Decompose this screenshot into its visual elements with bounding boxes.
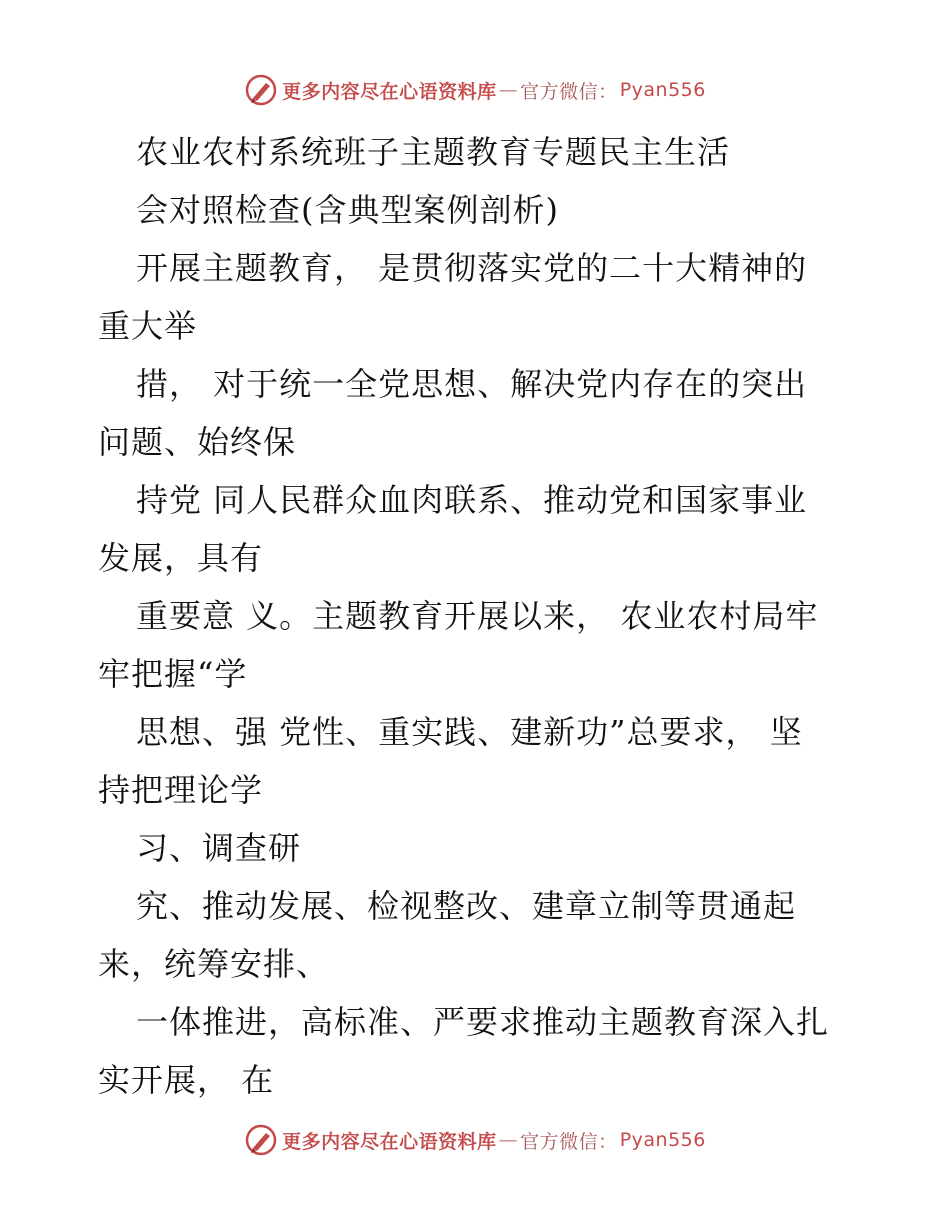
watermark-wechat-id: Pyan556 bbox=[619, 79, 706, 101]
text-line: 持把理论学 bbox=[98, 771, 264, 809]
text-line: 思想、强 党性、重实践、建新功”总要求， 坚 bbox=[136, 713, 803, 751]
text-line: 究、推动发展、检视整改、建章立制等贯通起 bbox=[136, 887, 797, 925]
text-line: 牢把握“学 bbox=[98, 655, 248, 693]
watermark-separator: — bbox=[498, 79, 519, 101]
text-line: 重大举 bbox=[98, 307, 198, 345]
text-line: 开展主题教育， 是贯彻落实党的二十大精神的 bbox=[136, 249, 808, 287]
watermark-footer bbox=[0, 1120, 950, 1160]
text-line: 会对照检查(含典型案例剖析) bbox=[136, 191, 559, 229]
text-line: 措， 对于统一全党思想、解决党内存在的突出 bbox=[136, 365, 808, 403]
watermark-main-text: 更多内容尽在心语资料库 bbox=[282, 80, 497, 103]
text-line: 问题、始终保 bbox=[98, 423, 297, 461]
text-line: 农业农村系统班子主题教育专题民主生活 bbox=[136, 133, 731, 171]
text-line: 持党 同人民群众血肉联系、推动党和国家事业 bbox=[136, 481, 808, 519]
text-line: 习、调查研 bbox=[136, 829, 302, 867]
text-line: 发展，具有 bbox=[98, 539, 264, 577]
text-line: 重要意 义。主题教育开展以来， 农业农村局牢 bbox=[136, 597, 819, 635]
text-line: 来，统筹安排、 bbox=[98, 945, 330, 983]
watermark-label: 官方微信： bbox=[520, 1130, 618, 1153]
pen-logo-icon bbox=[244, 1123, 278, 1157]
watermark-label: 官方微信： bbox=[520, 80, 618, 103]
text-line: 一体推进，高标准、严要求推动主题教育深入扎 bbox=[136, 1003, 830, 1041]
watermark-separator: — bbox=[498, 1129, 519, 1151]
watermark-wechat-id: Pyan556 bbox=[619, 1129, 706, 1151]
watermark-main-text: 更多内容尽在心语资料库 bbox=[282, 1130, 497, 1153]
pen-logo-icon bbox=[244, 73, 278, 107]
document-body bbox=[98, 123, 858, 1109]
watermark-header bbox=[0, 70, 950, 110]
text-line: 实开展， 在 bbox=[98, 1061, 275, 1099]
